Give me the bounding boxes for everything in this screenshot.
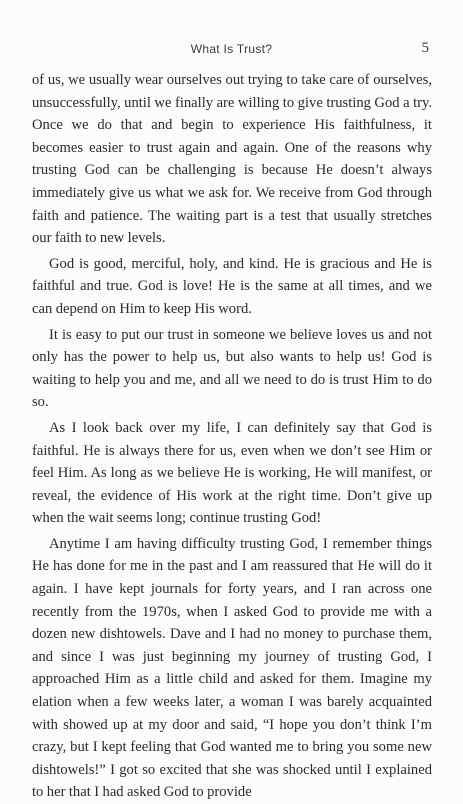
- running-header: [0, 40, 463, 60]
- paragraph: It is easy to put our trust in someone we believe loves us and not only has the power to help us, but also wants to help us! God is waiting to help you and me, and all we need to do is trust Him to do so.: [32, 326, 432, 411]
- paragraph: God is good, merciful, holy, and kind. He is gracious and He is faithful and true. God is love! He is the same at all times, and we can depend on Him to keep His word.: [32, 255, 432, 317]
- body-text: [32, 69, 432, 804]
- paragraph: As I look back over my life, I can definitely say that God is faithful. He is always there for us, even when we don’t see Him or feel Him. As long as we believe He is working, He will manifest, or reveal, the evidence of His work at the right time. Don’t give up when the wait seems long; continue trusting God!: [32, 419, 432, 527]
- running-title: What Is Trust?: [190, 42, 273, 56]
- page-number: 5: [421, 40, 429, 56]
- paragraph: Anytime I am having difficulty trusting God, I remember things He has done for me in the past and I am reassured that He will do it again. I have kept journals for forty years, and I ran across one recently from the 1970s, when I asked God to provide me with a dozen new dishtowels. Dave and I had no money to purchase them, and since I was just beginning my journey of trusting God, I approached Him as a little child and asked for them. Imagine my elation when a few weeks later, a woman I was barely acquainted with showed up at my door and said, “I hope you don’t think I’m crazy, but I kept feeling that God wanted me to bring you some new dishtowels!” I got so excited that she was shocked until I explained to her that I had asked God to provide: [32, 535, 432, 801]
- paragraph-continuation: of us, we usually wear ourselves out trying to take care of ourselves, unsuccessfully, until we finally are willing to give trusting God a try. Once we do that and begin to experience His faithfulness, it becomes easier to trust again and again. One of the reasons why trusting God can be challenging is because He doesn’t always immediately give us what we ask for. We receive from God through faith and patience. The waiting part is a test that usually stretches our faith to new levels.: [32, 72, 432, 247]
